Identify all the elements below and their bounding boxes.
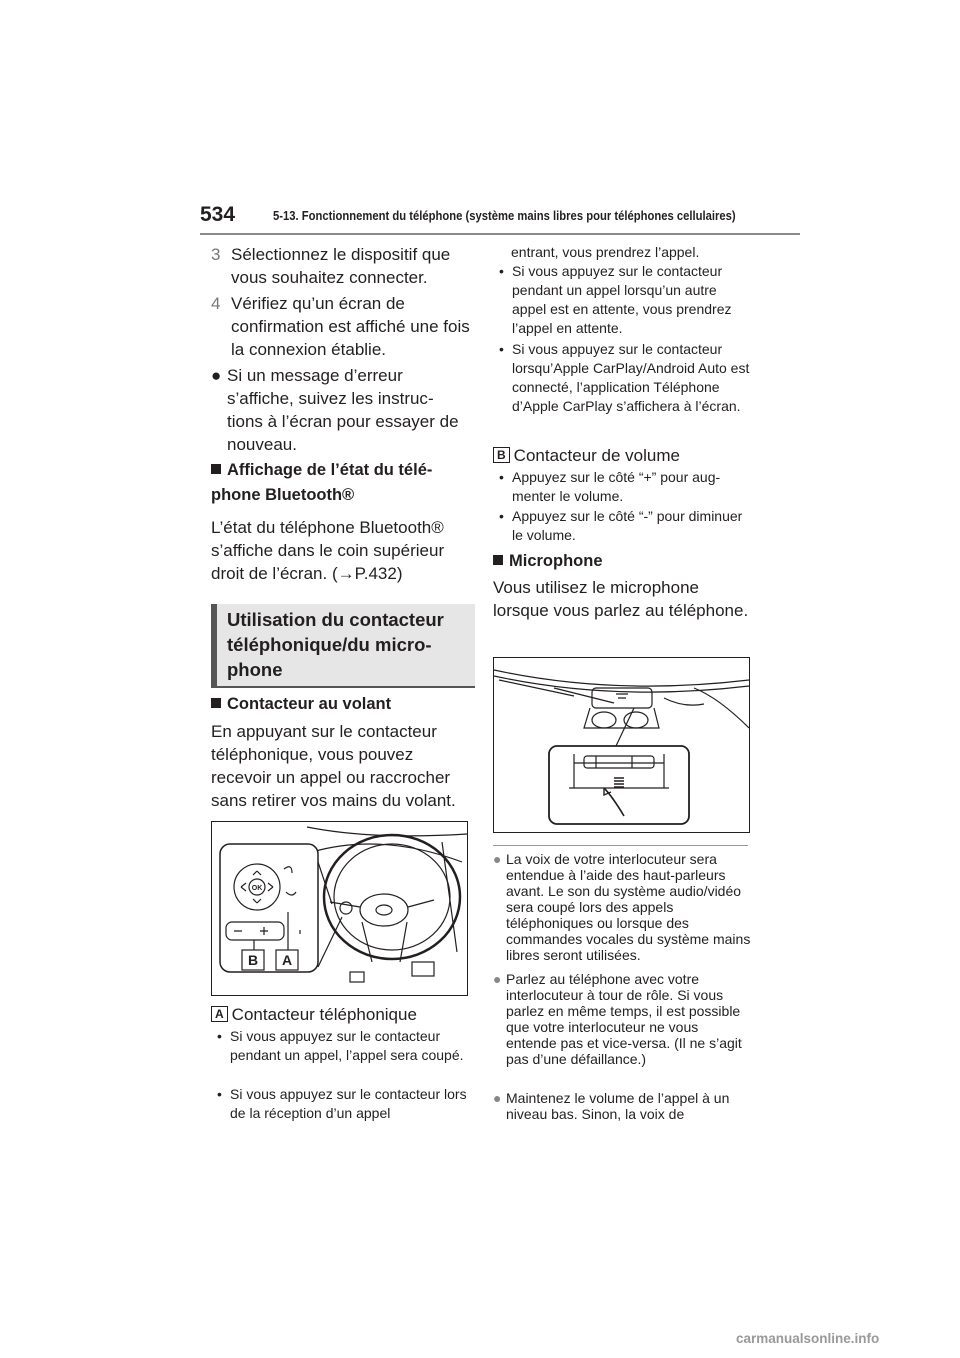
bullet-error (211, 364, 461, 456)
section-title: Utilisation du contacteur téléphonique/du microphone (227, 609, 444, 680)
watermark-text: carmanualsonline.info (736, 1331, 880, 1346)
b-bullet-1: • Appuyez sur le côté “+” pour augmenter le volume. (499, 469, 721, 504)
mic-text: Vous utilisez le microphone lorsque vous parlez au téléphone. (493, 578, 749, 620)
circle-bullet-icon: ● (493, 1090, 502, 1106)
microphone-illustration (494, 658, 749, 832)
section-heading-box (211, 604, 475, 688)
continued-text: entrant, vous prendrez l’appel. (511, 244, 700, 260)
label-b-box: B (493, 447, 510, 463)
heading-mic: Microphone (493, 550, 753, 573)
b-bullet-2: • Appuyez sur le côté “-” pour diminuer le volume. (499, 508, 743, 543)
heading-bt-status: Affichage de l’état du téléphone Bluetooth® (211, 461, 433, 504)
step-text: Vérifiez qu’un écran de confirmation est affiché une fois la connexion établie. (231, 294, 470, 359)
step-text: Sélectionnez le dispositif que vous souhaitez connecter. (231, 245, 451, 287)
bullet-dot-icon: ● (211, 366, 222, 385)
a-bullet-2: • Si vous appuyez sur le contacteur lors de la réception d’un appel (217, 1086, 467, 1121)
step-number: 3 (211, 245, 221, 264)
a-bullet-4: • Si vous appuyez sur le contacteur lorsqu’Apple CarPlay/Android Auto est connecté, l’application Téléphone d’Apple CarPlay s’affichera à l’écran. (499, 341, 750, 414)
label-b-text: Contacteur de volume (513, 446, 680, 465)
circle-bullet-icon: ● (493, 971, 502, 987)
step-4 (211, 292, 473, 361)
a-bullet-3: • Si vous appuyez sur le contacteur pendant un appel lorsqu’un autre appel est en attente, vous prendrez l’appel en attente. (499, 263, 732, 336)
steering-wheel-figure (211, 821, 468, 996)
steering-wheel-illustration (212, 822, 467, 995)
running-title: 5-13. Fonctionnement du téléphone (système mains libres pour téléphones cellulaires) (273, 209, 736, 223)
step-3 (211, 243, 473, 289)
label-a-line (211, 1003, 473, 1026)
note-1: ● La voix de votre interlocuteur sera entendue à l’aide des haut-parleurs avant. Le son du système audio/vidéo sera coupé lors des appels téléphoniques ou lorsque des commandes vocales du système mains libres seront utilisées. (493, 851, 751, 963)
note-3: ● Maintenez le volume de l’appel à un niveau bas. Sinon, la voix de (493, 1090, 730, 1122)
wheel-text: En appuyant sur le contacteur téléphonique, vous pouvez recevoir un appel ou raccrocher sans retirer vos mains du volant. (211, 722, 456, 810)
a-bullet-1: • Si vous appuyez sur le contacteur pendant un appel, l’appel sera coupé. (217, 1028, 464, 1063)
ok-label: OK (251, 885, 263, 892)
header-rule (200, 233, 800, 235)
square-bullet-icon (211, 464, 221, 474)
figure-label-b: B (247, 952, 259, 968)
page-number: 534 (200, 203, 236, 226)
figure-divider (493, 845, 748, 846)
square-bullet-icon (211, 698, 221, 708)
note-2: ● Parlez au téléphone avec votre interlocuteur à tour de rôle. Si vous parlez en même temps, il est possible que votre interlocuteur ne vous entende pas et vice-versa. (Il ne s’agit pas d’une défaillance.) (493, 971, 742, 1067)
circle-bullet-icon: ● (493, 851, 502, 867)
square-bullet-icon (493, 555, 503, 565)
label-a-box: A (211, 1006, 228, 1022)
bullet-text: Si un message d’erreur s’affiche, suivez les instructions à l’écran pour essayer de nouveau. (227, 366, 459, 454)
label-a-text: Contacteur téléphonique (231, 1005, 417, 1024)
bt-status-text: L’état du téléphone Bluetooth® s’affiche dans le coin supérieur droit de l’écran. (→P.432) (211, 518, 445, 583)
figure-label-a: A (281, 952, 293, 968)
label-b-line (493, 444, 755, 467)
microphone-figure (493, 657, 750, 833)
step-number: 4 (211, 294, 221, 313)
heading-wheel: Contacteur au volant (211, 693, 471, 716)
